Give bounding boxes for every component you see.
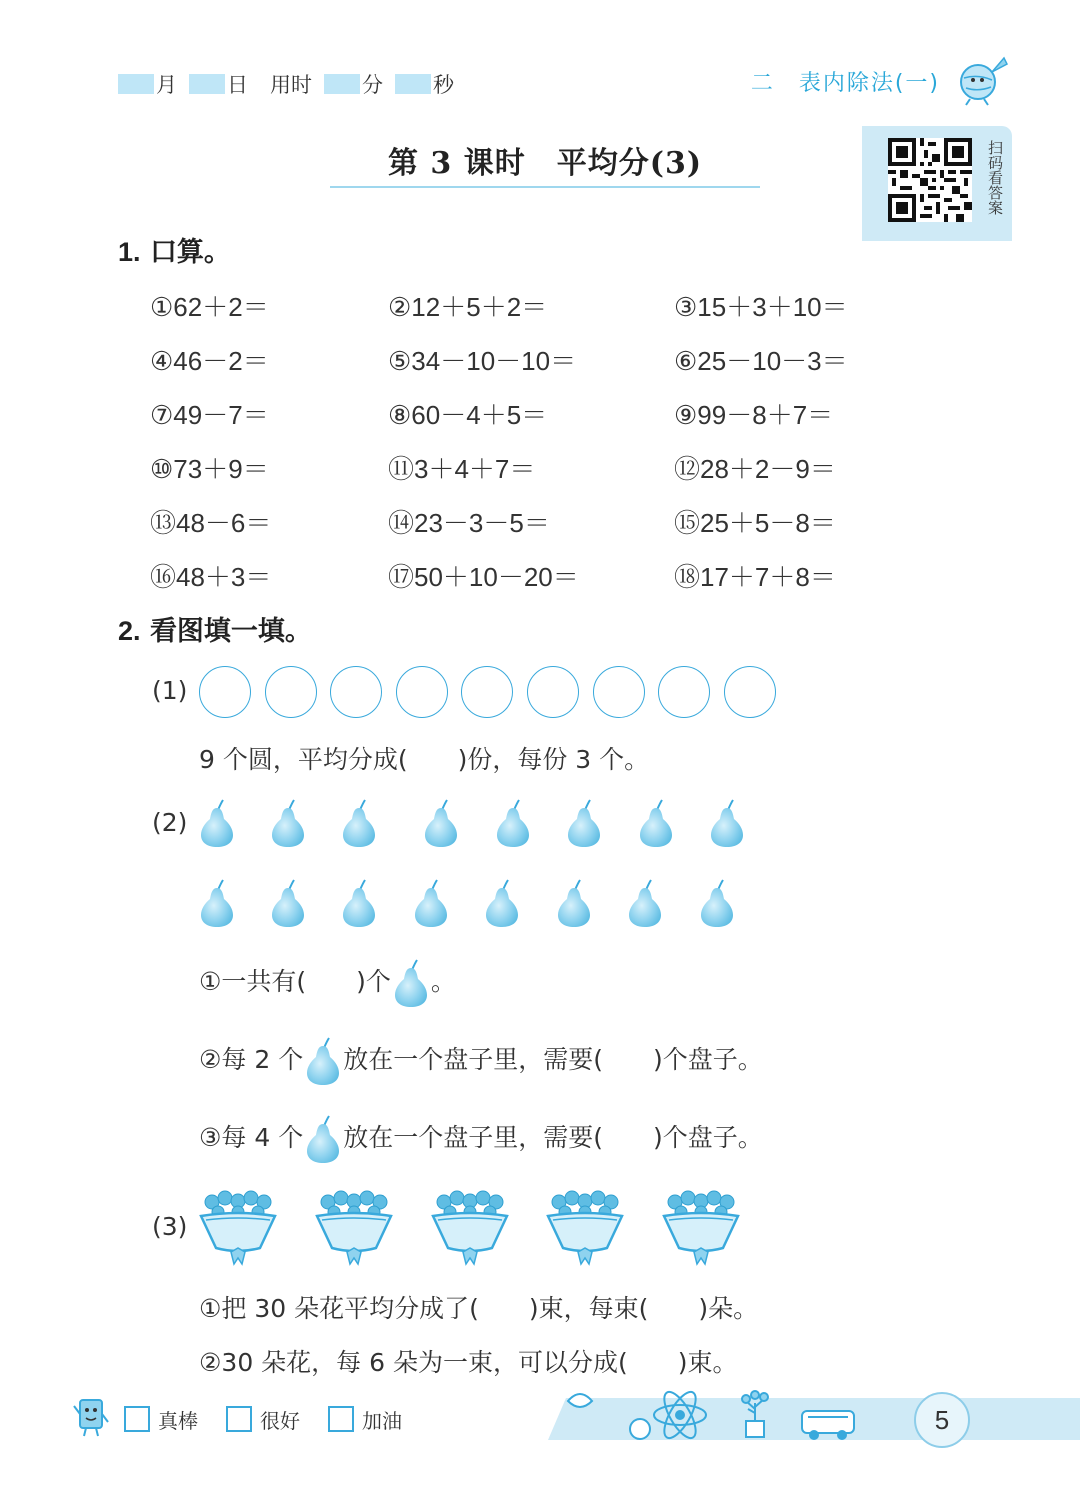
part-2-question-1 [199,958,456,1008]
rating-label-keep-going: 加油 [362,1408,402,1433]
pear-icon [341,878,377,928]
calc-item-15: ⑮25＋5－8＝ [674,508,836,538]
pear-icon [495,798,531,848]
minutes-label: 分 [362,73,383,97]
qr-caption: 扫码看答案 [986,140,1004,215]
q-2-1-end: 。 [430,967,456,996]
calc-item-7: ⑦49－7＝ [150,400,269,430]
part-3-label: (3) [152,1212,188,1241]
pear-icon [556,878,592,928]
footer-decoration-icons [562,1385,942,1445]
part-2-label: (2) [152,808,188,837]
calc-item-18: ⑱17＋7＋8＝ [674,562,836,592]
q2-title: 看图填一填。 [149,616,312,647]
time-used-label: 用时 [270,73,312,97]
calc-item-1: ①62＋2＝ [150,292,269,322]
rating-checkbox-great[interactable] [124,1406,150,1432]
pear-icon [305,1036,341,1086]
circle-7 [593,666,645,718]
q-2-2-text-a: ②每 2 个 [199,1045,304,1074]
pear-icon [270,878,306,928]
calc-item-3: ③15＋3＋10＝ [674,292,848,322]
pear-icon [709,798,745,848]
minutes-blank[interactable] [324,74,360,94]
circle-2 [265,666,317,718]
bouquet-icon [545,1190,625,1268]
calc-item-5: ⑤34－10－10＝ [388,346,577,376]
part-3-question-1: ①把 30 朵花平均分成了( )束，每束( )朵。 [199,1294,759,1323]
part-2-question-2 [199,1036,763,1086]
globe-mascot-icon [952,54,1012,106]
title-underline [330,186,760,188]
pear-icon [638,798,674,848]
q1-title: 口算。 [149,237,231,268]
date-time-record [118,70,466,98]
circle-8 [658,666,710,718]
seconds-label: 秒 [433,73,454,97]
month-label: 月 [156,73,177,97]
q1-heading [118,230,231,269]
calc-item-9: ⑨99－8＋7＝ [674,400,834,430]
pear-icon [627,878,663,928]
calc-item-17: ⑰50＋10－20＝ [388,562,579,592]
q2-heading [118,609,312,648]
month-blank[interactable] [118,74,154,94]
q-2-3-text-a: ③每 4 个 [199,1123,304,1152]
pear-icon [341,798,377,848]
calc-item-12: ⑫28＋2－9＝ [674,454,836,484]
q-2-3-text-b: 放在一个盘子里，需要( )个盘子。 [343,1123,763,1152]
part-1-question: 9 个圆，平均分成( )份，每份 3 个。 [199,745,650,774]
calc-item-10: ⑩73＋9＝ [150,454,269,484]
pear-icon [566,798,602,848]
part-2-question-3 [199,1114,763,1164]
calc-item-4: ④46－2＝ [150,346,269,376]
lesson-title: 第 3 课时 平均分(3) [387,146,703,181]
pear-icon [270,798,306,848]
self-rating [96,1394,402,1444]
circle-6 [527,666,579,718]
bouquet-icon [661,1190,741,1268]
pear-icon [484,878,520,928]
bouquet-icon [314,1190,394,1268]
pear-icon [305,1114,341,1164]
bouquet-icon [430,1190,510,1268]
unit-title: 二 表内除法(一) [750,71,940,96]
pear-icon [423,798,459,848]
rating-checkbox-good[interactable] [226,1406,252,1432]
circle-9 [724,666,776,718]
pear-icon [393,958,429,1008]
calc-item-11: ⑪3＋4＋7＝ [388,454,536,484]
calc-item-8: ⑧60－4＋5＝ [388,400,548,430]
q1-number: 1. [118,237,141,267]
q-2-2-text-b: 放在一个盘子里，需要( )个盘子。 [343,1045,763,1074]
pear-icon [699,878,735,928]
pear-icon [199,798,235,848]
calc-item-13: ⑬48－6＝ [150,508,272,538]
circle-5 [461,666,513,718]
pear-icon [413,878,449,928]
q2-number: 2. [118,616,141,646]
rating-checkbox-keep-going[interactable] [328,1406,354,1432]
rating-label-good: 很好 [260,1408,300,1433]
rating-label-great: 真棒 [158,1408,198,1433]
qr-code[interactable] [888,138,972,222]
part-1-label: (1) [152,676,188,705]
part-3-question-2: ②30 朵花，每 6 朵为一束，可以分成( )束。 [199,1348,738,1377]
calc-item-14: ⑭23－3－5＝ [388,508,550,538]
pear-icon [199,878,235,928]
circle-1 [199,666,251,718]
bouquet-icon [198,1190,278,1268]
seconds-blank[interactable] [395,74,431,94]
day-blank[interactable] [189,74,225,94]
circle-3 [330,666,382,718]
calc-item-16: ⑯48＋3＝ [150,562,272,592]
calc-item-2: ②12＋5＋2＝ [388,292,548,322]
q-2-1-text: ①一共有( )个 [199,967,391,996]
page-number: 5 [914,1392,970,1448]
day-label: 日 [227,73,248,97]
calc-item-6: ⑥25－10－3＝ [674,346,848,376]
circle-4 [396,666,448,718]
